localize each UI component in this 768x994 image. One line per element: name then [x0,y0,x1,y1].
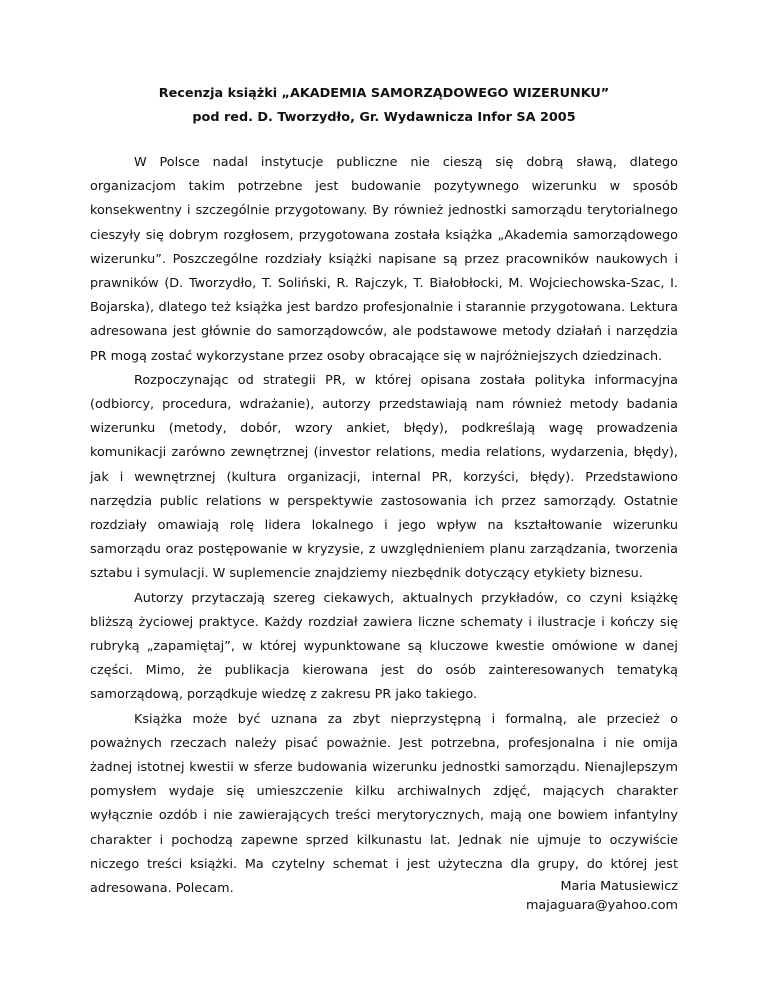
document-title-line-2: pod red. D. Tworzydło, Gr. Wydawnicza Infor SA 2005 [192,110,576,125]
document-page [90,82,678,901]
paragraph-3: Autorzy przytaczają szereg ciekawych, aktualnych przykładów, co czyni książkę bliższą życiowej praktyce. Każdy rozdział zawiera liczne schematy i ilustracje i kończy się rubryką „zapamiętaj”, w której wypunktowane są kluczowe kwestie omówione w danej części. Mimo, że publikacja kierowana jest do osób zainteresowanych tematyką samorządową, porządkuje wiedzę z zakresu PR jako takiego. [90,590,678,703]
paragraph-4: Książka może być uznana za zbyt nieprzystępną i formalną, ale przecież o poważnych rzeczach należy pisać poważnie. Jest potrzebna, profesjonalna i nie omija żadnej istotnej kwestii w sferze budowania wizerunku jednostki samorządu. Nienajlepszym pomysłem wydaje się umieszczenie kilku archiwalnych zdjęć, mających charakter wyłącznie ozdób i nie zawierających treści merytorycznych, mają one bowiem infantylny charakter i pochodzą zapewne sprzed kilkunastu lat. Jednak nie ujmuje to oczywiście niczego treści książki. Ma czytelny schemat i jest użyteczna dla grupy, do której jest adresowana. Polecam. [90,711,678,897]
document-title-line-1: Recenzja książki „AKADEMIA SAMORZĄDOWEGO WIZERUNKU” [158,86,610,101]
author-email: majaguara@yahoo.com [525,898,678,913]
author-name: Maria Matusiewicz [560,879,678,894]
signature-block [526,877,678,915]
paragraph-1: W Polsce nadal instytucje publiczne nie cieszą się dobrą sławą, dlatego organizacjom takim potrzebne jest budowanie pozytywnego wizerunku w sposób konsekwentny i szczególnie przygotowany. By również jednostki samorządu terytorialnego cieszyły się dobrym rozgłosem, przygotowana została książka „Akademia samorządowego wizerunku”. Poszczególne rozdziały książki napisane są przez pracowników naukowych i prawników (D. Tworzydło, T. Soliński, R. Rajczyk, T. Białobłocki, M. Wojciechowska-Szac, I. Bojarska), dlatego też książka jest bardzo profesjonalnie i starannie przygotowana. Lektura adresowana jest głównie do samorządowców, ale podstawowe metody działań i narzędzia PR mogą zostać wykorzystane przez osoby obracające się w najróżniejszych dziedzinach. [90,155,678,364]
paragraph-2: Rozpoczynając od strategii PR, w której opisana została polityka informacyjna (odbiorcy, procedura, wdrażanie), autorzy przedstawiają nam również metody badania wizerunku (metody, dobór, wzory ankiet, błędy), podkreślają wagę prowadzenia komunikacji zarówno zewnętrznej (investor relations, media relations, wydarzenia, błędy), jak i wewnętrznej (kultura organizacji, internal PR, korzyści, błędy). Przedstawiono narzędzia public relations w perspektywie zastosowania ich przez samorządy. Ostatnie rozdziały omawiają rolę lidera lokalnego i jego wpływ na kształtowanie wizerunku samorządu oraz postępowanie w kryzysie, z uwzględnieniem planu zarządzania, tworzenia sztabu i symulacji. W suplemencie znajdziemy niezbędnik dotyczący etykiety biznesu. [90,372,678,582]
document-body [90,151,678,901]
